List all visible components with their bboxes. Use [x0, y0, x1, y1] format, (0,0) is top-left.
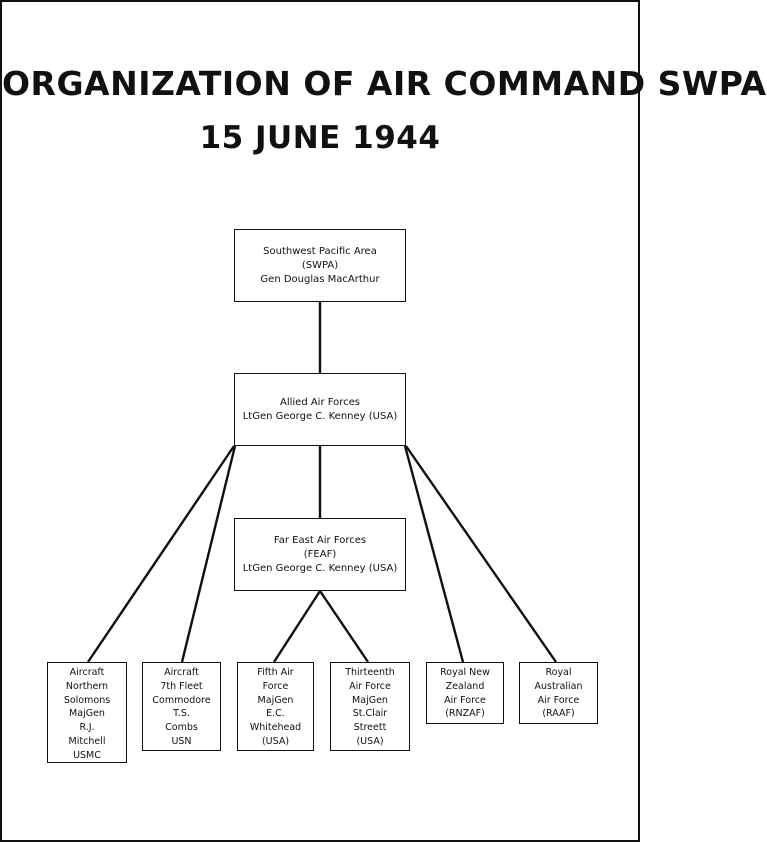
link-feaf-thirteenth-af [320, 591, 368, 662]
node-5af-line-4: E.C. [266, 708, 285, 720]
node-ns-line-4: MajGen [69, 708, 105, 720]
link-allied-rnzaf [405, 446, 463, 662]
node-raaf-line-1: Royal [545, 667, 572, 678]
node-5af-line-2: Force [262, 680, 289, 692]
link-allied-raaf [406, 446, 556, 662]
node-feaf [234, 518, 406, 591]
node-swpa-line-2: (SWPA) [301, 259, 339, 271]
node-ns-line-5: R.J. [79, 722, 95, 734]
node-allied-air-forces [234, 373, 406, 446]
node-7f-line-4: T.S. [173, 708, 190, 720]
node-raaf [519, 662, 598, 724]
node-13af-line-2: Air Force [349, 680, 391, 692]
node-rnzaf-line-2: Zealand [445, 680, 485, 692]
node-allied-line-1: Allied Air Forces [279, 396, 361, 408]
node-aircraft-northern-solomons [47, 662, 127, 763]
node-rnzaf [426, 662, 504, 724]
link-allied-northern-solomons [88, 446, 234, 662]
chart-title: ORGANIZATION OF AIR COMMAND SWPA [2, 64, 767, 103]
node-swpa-line-1: Southwest Pacific Area [263, 245, 377, 257]
node-5af-line-5: Whitehead [249, 722, 302, 734]
node-ns-line-3: Solomons [63, 694, 111, 706]
node-swpa [234, 229, 406, 302]
node-5af-line-1: Fifth Air [257, 667, 294, 678]
node-13af-line-4: St.Clair [352, 708, 388, 720]
node-allied-line-2: LtGen George C. Kenney (USA) [242, 410, 398, 422]
node-7f-line-2: 7th Fleet [160, 680, 203, 692]
node-feaf-line-3: LtGen George C. Kenney (USA) [242, 562, 398, 574]
node-rnzaf-line-3: Air Force [444, 694, 486, 706]
node-raaf-line-4: (RAAF) [542, 708, 575, 720]
node-rnzaf-line-1: Royal New [440, 667, 490, 678]
node-7f-line-5: Combs [165, 722, 198, 734]
link-allied-seventh-fleet [182, 446, 235, 662]
node-5af-line-6: (USA) [261, 735, 290, 747]
node-13af-line-1: Thirteenth [345, 667, 395, 678]
node-ns-line-1: Aircraft [69, 667, 105, 678]
node-13af-line-3: MajGen [352, 694, 388, 706]
node-7f-line-1: Aircraft [164, 667, 199, 678]
link-feaf-fifth-af [274, 591, 320, 662]
node-aircraft-7th-fleet [142, 662, 221, 751]
node-rnzaf-line-4: (RNZAF) [445, 708, 485, 720]
node-13af-line-6: (USA) [356, 735, 384, 747]
node-7f-line-6: USN [171, 735, 192, 747]
node-ns-line-2: Northern [65, 680, 109, 692]
node-feaf-line-1: Far East Air Forces [273, 534, 367, 546]
node-thirteenth-air-force [330, 662, 410, 751]
node-13af-line-5: Streett [353, 722, 387, 734]
chart-date: 15 JUNE 1944 [199, 120, 441, 156]
node-fifth-air-force [237, 662, 314, 751]
node-swpa-line-3: Gen Douglas MacArthur [260, 273, 380, 285]
node-7f-line-3: Commodore [152, 694, 211, 706]
node-ns-line-7: USMC [73, 749, 101, 761]
node-feaf-line-2: (FEAF) [303, 548, 337, 560]
node-5af-line-3: MajGen [257, 694, 294, 706]
node-raaf-line-2: Australian [534, 680, 583, 692]
node-raaf-line-3: Air Force [537, 694, 580, 706]
node-ns-line-6: Mitchell [68, 735, 106, 747]
